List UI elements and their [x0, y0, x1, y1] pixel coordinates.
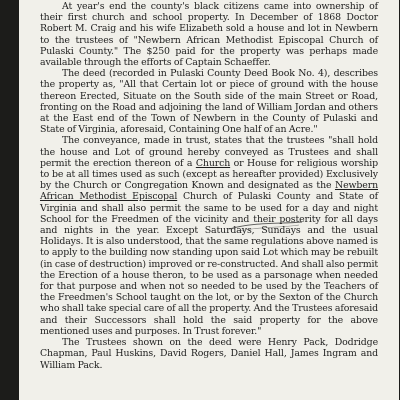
conveyance-text-3: Church of Pulaski County and State of Virginia and shall also permit the same to be used for a day and night School for the Freedmen of the vicinity and their posterity for all days and nights in the year. Except Saturdays, Sundays and the usual Holidays. It is also understood, that the same regulations above named is to apply to the building now standing upon said Lot which may be rebuilt (in case of destruction) improved or re-constructed. And shall also permit the Erection of a house theron, to be used as a parsonage when needed for that purpose and when not so needed to be used by the Teachers of the Freedmen's School taught on the lot, or by the Sexton of the Church who shall take special care of all the property. And the Trustees aforesaid and their Successors shall hold the said property for the above mentioned uses and purposes. In Trust forever.": [40, 191, 378, 337]
conveyance-text-1: The conveyance, made in trust, states that the trustees "shall hold the house and Lot of ground hereby conveyed as Trustees and shall permit the erection thereon of a: [40, 135, 378, 169]
paragraph-church-property: At year's end the county's black citizens came into ownership of their first church and school property. In December of 1868 Doctor Robert M. Craig and his wife Elizabeth sold a house and lot in Newbern to the trustees of "Newbern African Methodist Episcopal Church of Pulaski County." The $250 paid for the property was perhaps made available through the efforts of Captain Schaeffer.: [40, 1, 378, 69]
paragraph-deed-description: The deed (recorded in Pulaski County Deed Book No. 4), describes the property as, "All that Certain lot or piece of ground with the house thereon Erected, Situate on the South side of the main Street or Road, fronting on the Road and adjoining the land of William Jordan and others at the East end of the Town of Newbern in the County of Pulaski and State of Virginia, aforesaid, Containing One half of an Acre.": [40, 68, 378, 136]
underlined-church: Church: [195, 157, 231, 169]
underlined-church-name: Newbern African Methodist Episcopal: [40, 180, 378, 203]
document-page: [19, 0, 399, 400]
document-text: [40, 1, 378, 371]
conveyance-text-2: or House for religious worship to be at all times used as such (except as hereafter provided) Exclusively by the Church or Congregation Known and designated as the: [40, 157, 378, 192]
paragraph-conveyance-trust: [40, 135, 378, 337]
paragraph-trustees: The Trustees shown on the deed were Henry Pack, Dodridge Chapman, Paul Huskins, David Rogers, Daniel Hall, James Ingram and William Pack.: [40, 337, 378, 371]
